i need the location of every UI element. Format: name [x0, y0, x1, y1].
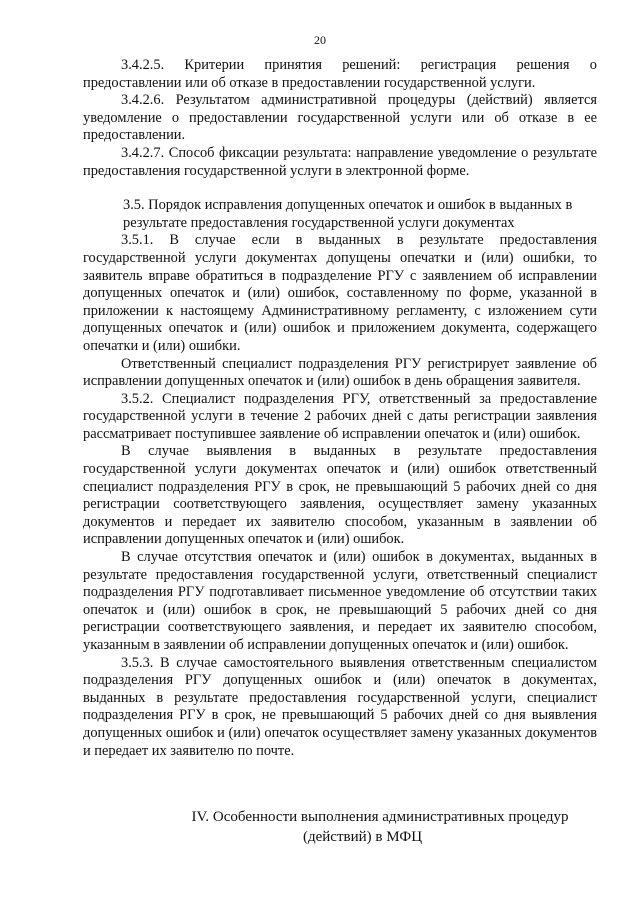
- paragraph-3-4-2-6: 3.4.2.6. Результатом административной процедуры (действий) является уведомление о предоставлении государственной услуги или об отказе в ее предоставлении.: [83, 92, 597, 144]
- chapter-heading-line2: (действий) в МФЦ: [302, 829, 423, 845]
- paragraph-3-4-2-5: 3.4.2.5. Критерии принятия решений: регистрация решения о предоставлении или об отказе в предоставлении государственной услуги.: [83, 57, 597, 91]
- spacer: [83, 180, 597, 197]
- chapter-heading: [83, 807, 597, 847]
- document-body: [83, 57, 597, 760]
- paragraph-3-5-2: 3.5.2. Специалист подразделения РГУ, ответственный за предоставление государственной услуги в течение 2 рабочих дней с даты регистрации заявления рассматривает поступившее заявление об исправлении опечаток и (или) ошибок.: [83, 390, 597, 442]
- paragraph-3-5-1: 3.5.1. В случае если в выданных в результате предоставления государственной услуги документах допущены опечатки и (или) ошибки, то заявитель вправе обратиться в подразделение РГУ с заявлением об исправлении допущенных опечаток и (или) ошибок, составленному по форме, указанной в приложении к настоящему Административному регламенту, с изложением сути допущенных опечаток и (или) ошибок и приложением документа, содержащего опечатки и (или) ошибки.: [83, 232, 597, 354]
- paragraph-3-4-2-7: 3.4.2.7. Способ фиксации результата: направление уведомление о результате предоставления государственной услуги в электронной форме.: [83, 144, 597, 179]
- paragraph-registration: Ответственный специалист подразделения РГУ регистрирует заявление об исправлении допущенных опечаток и (или) ошибок в день обращения заявителя.: [83, 355, 597, 390]
- paragraph-no-errors: В случае отсутствия опечаток и (или) ошибок в документах, выданных в результате предоставления государственной услуги, ответственный специалист подразделения РГУ подготавливает письменное уведомление об отсутствии таких опечаток и (или) ошибок в срок, не превышающий 5 рабочих дней со дня регистрации соответствующего заявления, и передает их заявителю способом, указанным в заявлении об исправлении допущенных опечаток и (или) ошибок.: [83, 549, 597, 653]
- section-heading-3-5: 3.5. Порядок исправления допущенных опечаток и ошибок в выданных в результате предоставления государственной услуги документах: [123, 197, 573, 231]
- paragraph-errors-found: В случае выявления в выданных в результате предоставления государственной услуги документах опечаток и (или) ошибок ответственный специалист подразделения РГУ в срок, не превышающий 5 рабочих дней со дня регистрации соответствующего заявления, осуществляет замену указанных документов и передает их заявителю способом, указанным в заявлении об исправлении допущенных опечаток и (или) ошибок.: [83, 443, 597, 548]
- chapter-heading-line1: IV. Особенности выполнения административных процедур: [191, 809, 569, 825]
- page-number: 20: [314, 33, 326, 47]
- paragraph-3-5-3: 3.5.3. В случае самостоятельного выявления ответственным специалистом подразделения РГУ допущенных ошибок и (или) опечаток в документах, выданных в результате предоставления государственной услуги, специалист подразделения РГУ в срок, не превышающий 5 рабочих дней со дня выявления допущенных ошибок и (или) опечаток осуществляет замену указанных документов и передает их заявителю по почте.: [83, 654, 597, 759]
